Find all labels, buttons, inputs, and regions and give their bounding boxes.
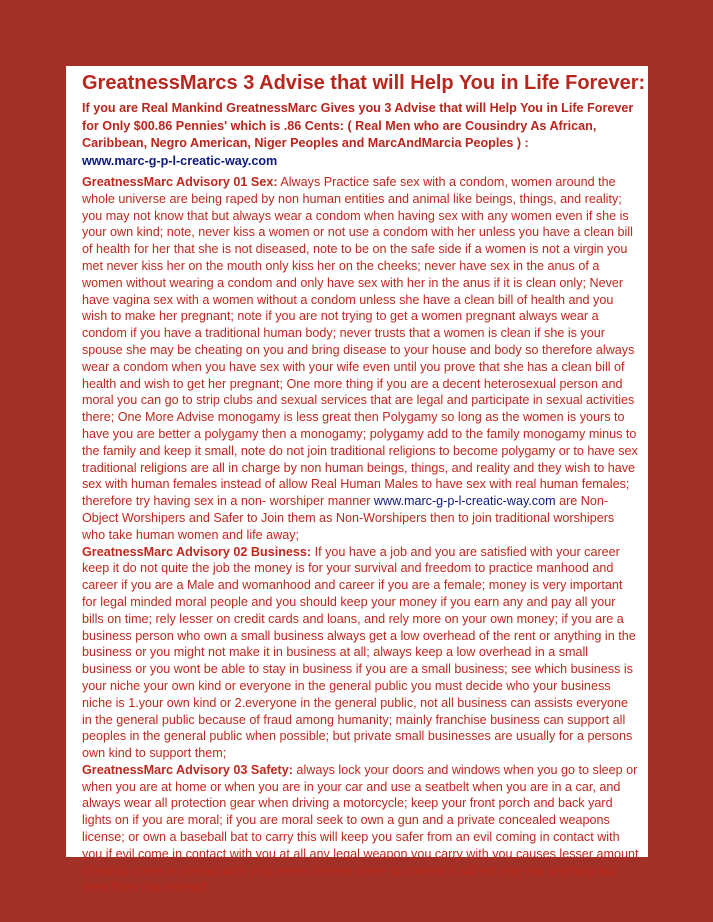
website-link[interactable]: www.marc-g-p-l-creatic-way.com: [82, 153, 278, 168]
advisory-01-text-end: are Non-Object Worshipers and Safer to Join them as Non-Worshipers then to join traditional worshipers who take human women and life away;: [82, 494, 615, 542]
advisory-01-title: GreatnessMarc Advisory 01 Sex:: [82, 175, 278, 189]
document-panel: [66, 66, 648, 895]
advisory-02-text: If you have a job and you are satisfied with your career keep it do not quite the job the money is for your survival and freedom to practice manhood and career if you are a Male and womanhood and career if you are a female; money is very important for legal minded moral people and you should keep your money if you earn any and pay all your bills on time; rely lesser on credit cards and loans, and rely more on your own money; if you are a business person who own a small business always get a low overhead of the rent or anything in the business or you might not make it in business at all; always keep a low overhead in a small business or you wont be able to stay in business if you are a small business; see which business is your niche your own kind or everyone in the general public you must decide who your business niche is 1.your own kind or 2.everyone in the general public, not all business can assists everyone in the general public because of fraud among humanity; mainly franchise business can support all peoples in the general public when possible; but private small businesses are usually for a persons own kind to support them;: [82, 544, 636, 761]
advisory-01-text: Always Practice safe sex with a condom, women around the whole universe are being raped by non human entities and animal like beings, things, and reality; you may not know that but always wear a condom when having sex with any women even if she is your own kind; note, never kiss a women or not use a condom with her unless you have a clean bill of health for her that she is not diseased, note to be on the safe side if a women is not a virgin you met never kiss her on the mouth only kiss her on the cheeks; never have sex in the anus of a women without wearing a condom and only have sex with her in the anus if it is clean only; Never have vagina sex with a women without a condom unless she have a clean bill of health and you wish to make her pregnant; note if you are not trying to get a women pregnant always wear a condom if you have a traditional human body; never trusts that a women is clean if she is your spouse she may be cheating on you and bring disease to your house and body so therefore always wear a condom when you have sex with your wife even until you prove that she has a clean bill of health and wish to get her pregnant; One more thing if you are a decent heterosexual person and moral you can go to strip clubs and sexual services that are legal and participate in sexual activities there; One More Advise monogamy is less great then Polygamy so long as the women is yours to have you are better a polygamy then a monogamy; polygamy add to the family monogamy minus to the family and keep it small, note do not join traditional religions to become polygamy or to have sex traditional religions are all in charge by non human beings, things, and reality and they wish to have sex with human females instead of allow Real Human Males to have sex with real human females; therefore try having sex in a non- worshiper manner: [82, 175, 638, 509]
advisory-01: [82, 174, 640, 896]
advisory-03-text: always lock your doors and windows when you go to sleep or when you are at home or when you are in your car and use a seatbelt when you are in a car, and always wear all protection gear when driving a motorcycle; keep your front porch and back yard lights on if you are moral; if you are moral seek to own a gun and a private concealed weapons license; or own a baseball bat to carry this will keep you safer from an evil coming in contact with you if evil come in contact with you at all any legal weapon you carry with you causes lesser amount of evil to come in contact with you; never choose crime to commit it will not pay you anything but steal from you instead;: [82, 762, 639, 895]
intro-paragraph: If you are Real Mankind GreatnessMarc Gives you 3 Advise that will Help You in Life Forever for Only $00.86 Pennies' which is .86 Cents: ( Real Men who are Cousindry As African, Caribbean, Negro American, Niger Peoples and MarcAndMarcia Peoples ) :: [82, 101, 634, 150]
advisory-01-link[interactable]: www.marc-g-p-l-creatic-way.com: [373, 494, 556, 509]
advisory-03-title: GreatnessMarc Advisory 03 Safety:: [82, 762, 293, 777]
advisory-02-title: GreatnessMarc Advisory 02 Business:: [82, 544, 312, 559]
website-line: [82, 153, 640, 171]
page-title: GreatnessMarcs 3 Advise that will Help You in Life Forever:: [82, 72, 646, 94]
